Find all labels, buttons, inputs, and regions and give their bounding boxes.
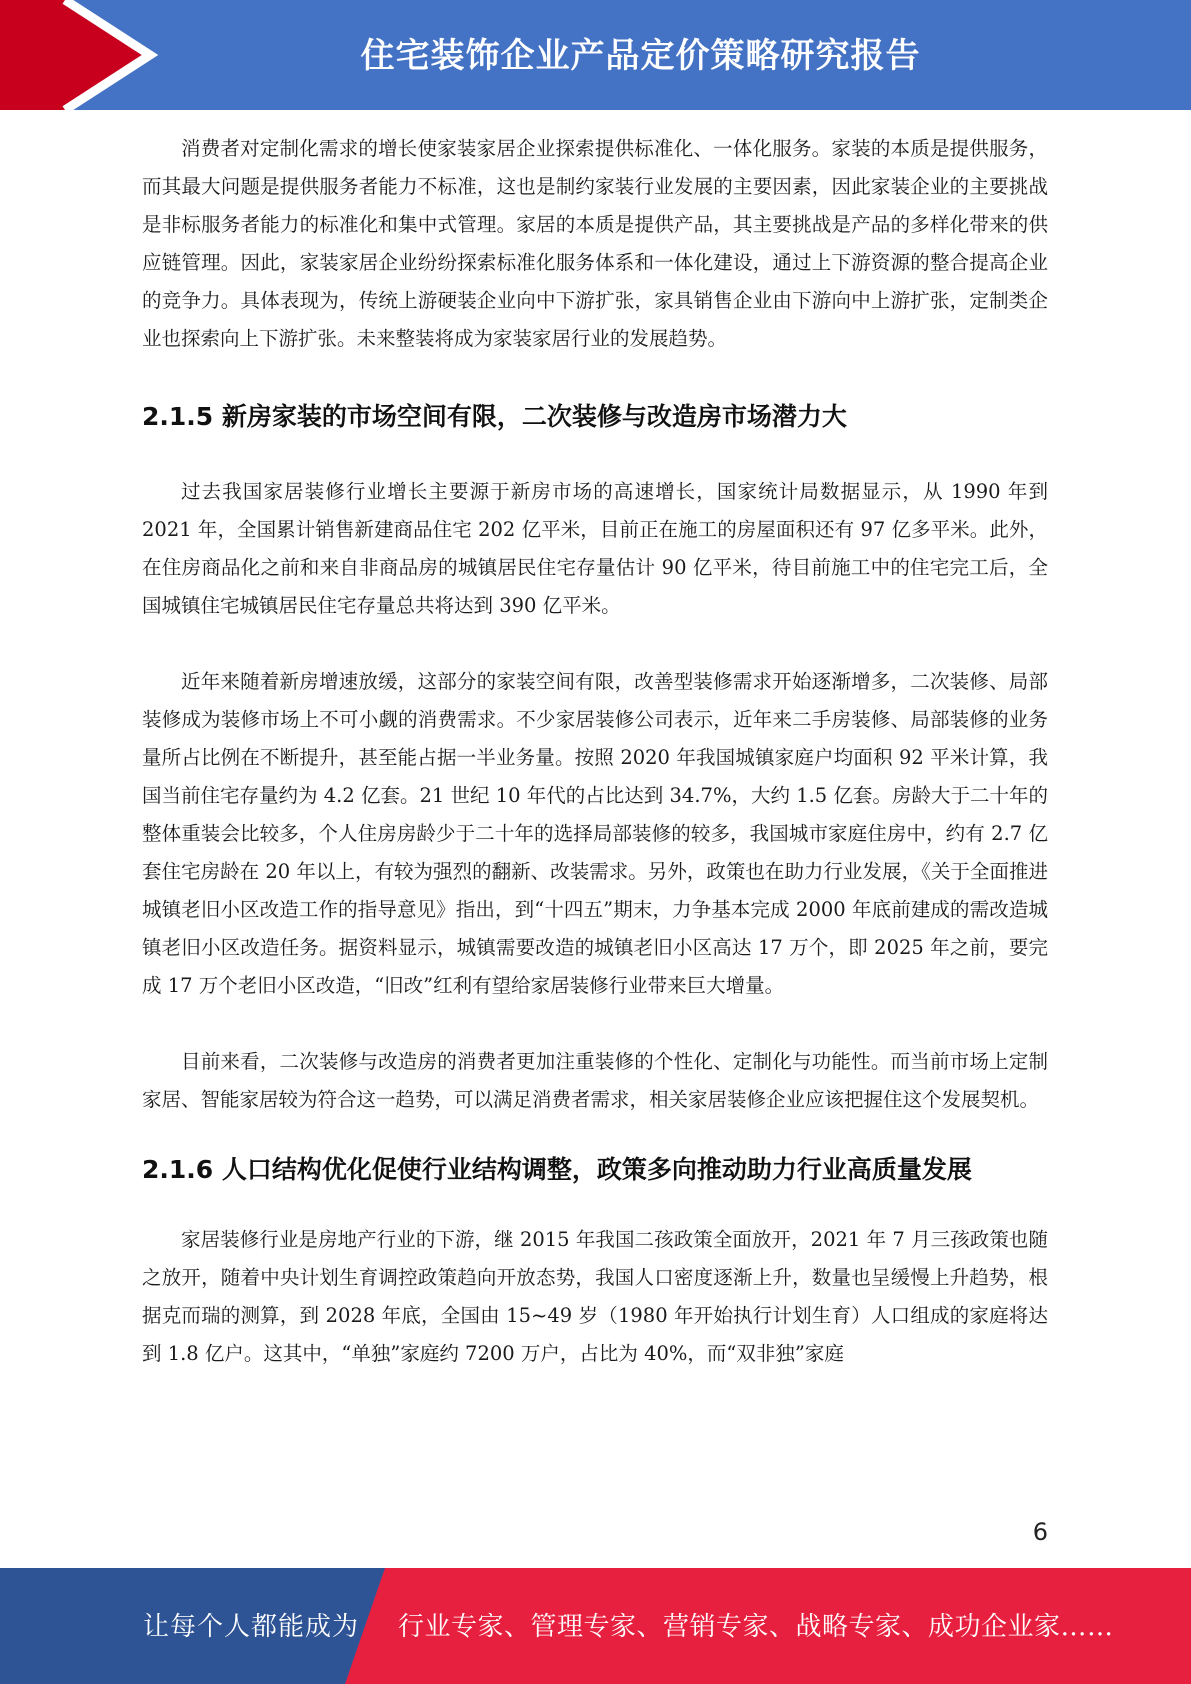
paragraph-new-housing: 过去我国家居装修行业增长主要源于新房市场的高速增长，国家统计局数据显示，从 1990 年到 2021 年，全国累计销售新建商品住宅 202 亿平米，目前正在施工的房屋面积还有 97 亿多平米。此外，在住房商品化之前和来自非商品房的城镇居民住宅存量估计 90 亿平米，待目前施工中的住宅完工后，全国城镇住宅城镇居民住宅存量总共将达到 390 亿平米。 — [142, 480, 1048, 617]
paragraph-personalization: 目前来看，二次装修与改造房的消费者更加注重装修的个性化、定制化与功能性。而当前市场上定制家居、智能家居较为符合这一趋势，可以满足消费者需求，相关家居装修企业应该把握住这个发展契机。 — [142, 1050, 1048, 1111]
footer-slogan-right: 行业专家、管理专家、营销专家、战略专家、成功企业家…… — [398, 1612, 1114, 1642]
section-heading-2-1-6: 2.1.6 人口结构优化促使行业结构调整，政策多向推动助力行业高质量发展 — [142, 1155, 972, 1184]
footer-slogan-left: 让每个人都能成为 — [143, 1612, 360, 1642]
paragraph-renovation-demand: 近年来随着新房增速放缓，这部分的家装空间有限，改善型装修需求开始逐渐增多，二次装修、局部装修成为装修市场上不可小觑的消费需求。不少家居装修公司表示，近年来二手房装修、局部装修的业务量所占比例在不断提升，甚至能占据一半业务量。按照 2020 年我国城镇家庭户均面积 92 平米计算，我国当前住宅存量约为 4.2 亿套。21 世纪 10 年代的占比达到 34.7%，大约 1.5 亿套。房龄大于二十年的整体重装会比较多，个人住房房龄少于二十年的选择局部装修的较多，我国城市家庭住房中，约有 2.7 亿套住宅房龄在 20 年以上，有较为强烈的翻新、改装需求。另外，政策也在助力行业发展，《关于全面推进城镇老旧小区改造工作的指导意见》指出，到“十四五”期末，力争基本完成 2000 年底前建成的需改造城镇老旧小区改造任务。据资料显示，城镇需要改造的城镇老旧小区高达 17 万个，即 2025 年之前，要完成 17 万个老旧小区改造，“旧改”红利有望给家居装修行业带来巨大增量。 — [142, 670, 1048, 997]
page-number: 6 — [1032, 1518, 1048, 1546]
page-header — [0, 0, 1191, 110]
paragraph-population: 家居装修行业是房地产行业的下游，继 2015 年我国二孩政策全面放开，2021 年 7 月三孩政策也随之放开，随着中央计划生育调控政策趋向开放态势，我国人口密度逐渐上升，数量也呈缓慢上升趋势，根据克而瑞的测算，到 2028 年底，全国由 15~49 岁（1980 年开始执行计划生育）人口组成的家庭将达到 1.8 亿户。这其中，“单独”家庭约 7200 万户，占比为 40%，而“双非独”家庭 — [142, 1228, 1048, 1365]
section-heading-2-1-5: 2.1.5 新房家装的市场空间有限，二次装修与改造房市场潜力大 — [142, 402, 847, 431]
page-footer — [0, 1568, 1191, 1684]
paragraph-integration: 消费者对定制化需求的增长使家装家居企业探索提供标准化、一体化服务。家装的本质是提供服务，而其最大问题是提供服务者能力不标准，这也是制约家装行业发展的主要因素，因此家装企业的主要挑战是非标服务者能力的标准化和集中式管理。家居的本质是提供产品，其主要挑战是产品的多样化带来的供应链管理。因此，家装家居企业纷纷探索标准化服务体系和一体化建设，通过上下游资源的整合提高企业的竞争力。具体表现为，传统上游硬装企业向中下游扩张，家具销售企业由下游向中上游扩张，定制类企业也探索向上下游扩张。未来整装将成为家装家居行业的发展趋势。 — [142, 137, 1048, 350]
document-body — [142, 130, 1048, 1373]
header-title: 住宅装饰企业产品定价策略研究报告 — [360, 36, 921, 76]
